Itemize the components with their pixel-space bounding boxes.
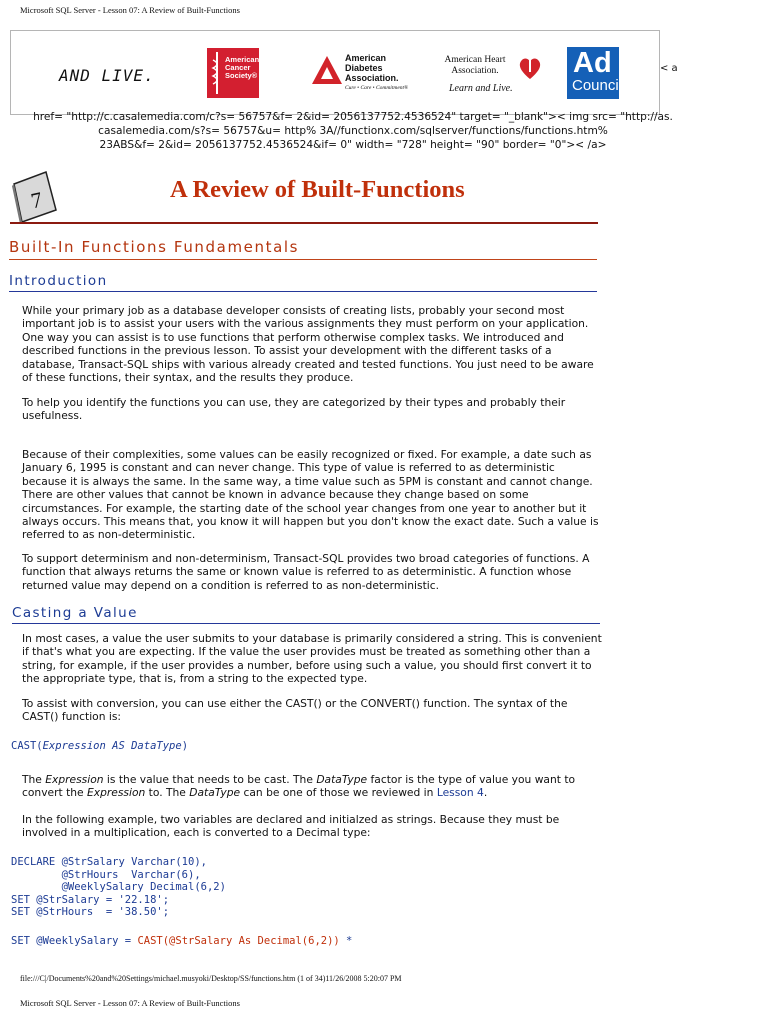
print-header-next-page: Microsoft SQL Server - Lesson 07: A Review of Built-Functions — [20, 998, 240, 1008]
code-cast-call: CAST(@StrSalary As Decimal(6,2)) — [137, 935, 340, 947]
aha-tagline: Learn and Live. — [449, 83, 513, 94]
cast-syntax-args: Expression AS DataType — [42, 740, 182, 752]
ad-council-council: Council — [572, 77, 623, 94]
aha-line-2: Association. — [451, 66, 499, 76]
caduceus-icon — [210, 50, 224, 96]
ada-tagline: Cure • Care • Commitment® — [345, 85, 409, 91]
code-part: * — [339, 935, 353, 947]
p3-expression: Expression — [87, 786, 146, 800]
ada-line-3: Association. — [345, 73, 399, 83]
ad-code-line: 23ABS&f= 2&id= 2056137752.4536524&if= 0" width= "728" height= "90" border= "0">< /a> — [99, 139, 607, 151]
american-heart-association-logo[interactable] — [435, 52, 547, 97]
p3-part: can be one of those we reviewed in — [240, 786, 437, 800]
code-line: SET @StrHours = '38.50'; — [11, 906, 170, 918]
p3-part: to. The — [145, 786, 190, 800]
casting-heading: Casting a Value — [12, 605, 138, 621]
intro-paragraph-4: To support determinism and non-determinism, Transact-SQL provides two broad categories of functions. A function that always returns the same or known value is referred to as deterministic. A function whose returned value may depend on a condition is referred to as non-deterministic. — [22, 552, 590, 592]
code-line: DECLARE @StrSalary Varchar(10), — [11, 856, 207, 868]
section-heading: Built-In Functions Fundamentals — [9, 238, 300, 256]
page-title: A Review of Built-Functions — [170, 176, 465, 203]
intro-paragraph-2: To help you identify the functions you can use, they are categorized by their types and probably their usefulness. — [22, 396, 566, 423]
print-footer: file:///C|/Documents%20and%20Settings/michael.musyoki/Desktop/SS/functions.htm (1 of 34)11/26/2008 5:20:07 PM — [20, 974, 402, 983]
introduction-heading: Introduction — [9, 273, 108, 289]
p3-part: . — [483, 786, 488, 800]
code-line: @WeeklySalary Decimal(6,2) — [11, 881, 226, 893]
heart-torch-icon — [517, 55, 543, 81]
casting-paragraph-1: In most cases, a value the user submits to your database is primarily considered a string. This is convenient if that's what you are expecting. If the value the user provides must be treated as something other than a string, for example, if the user provides a number, before using such a value, you should first convert it to the appropriate type, that is, from a string to the expected type. — [22, 632, 602, 686]
cast-syntax-close: ) — [181, 740, 189, 752]
p3-datatype: DataType — [316, 773, 368, 786]
title-divider — [10, 222, 598, 224]
american-diabetes-association-logo[interactable] — [311, 51, 411, 96]
aha-line-1: American Heart — [444, 55, 506, 65]
ad-council-ad: Ad — [573, 47, 612, 79]
lesson-number-icon — [10, 170, 58, 224]
acs-line-2: Cancer — [225, 63, 251, 72]
casting-paragraph-3 — [22, 773, 602, 800]
ad-code-line: href= "http://c.casalemedia.com/c?s= 56757&f= 2&id= 2056137752.4536524" target= "_blank">< img src= "http://as. — [33, 111, 673, 123]
acs-line-1: American — [225, 55, 260, 64]
ada-line-1: American — [345, 53, 387, 63]
casting-paragraph-4: In the following example, two variables are declared and initialzed as strings. Because they must be involved in a multiplication, each is converted to a Decimal type: — [22, 813, 560, 840]
p3-part: is the value that needs to be cast. The — [103, 773, 317, 786]
ad-and-live-text: AND LIVE. — [59, 66, 155, 85]
p3-part: The — [22, 773, 46, 786]
ad-leftover-tag: < a — [660, 63, 678, 74]
casting-paragraph-2: To assist with conversion, you can use either the CAST() or the CONVERT() function. The syntax of the CAST() function is: — [22, 697, 568, 724]
cast-syntax-fn: CAST( — [11, 740, 43, 752]
cast-syntax — [11, 740, 188, 753]
p3-expression: Expression — [45, 773, 104, 786]
acs-line-3: Society® — [225, 71, 258, 80]
ada-triangle-icon — [311, 55, 343, 85]
ad-code-line: casalemedia.com/s?s= 56757&u= http% 3A//functionx.com/sqlserver/functions/functions.htm% — [98, 125, 608, 137]
p3-datatype: DataType — [189, 786, 241, 800]
lesson-number: 7 — [28, 186, 45, 214]
code-line: SET @StrSalary = '22.18'; — [11, 893, 170, 906]
ad-banner[interactable] — [10, 30, 660, 115]
casting-divider — [12, 623, 600, 624]
ad-html-code — [8, 110, 698, 152]
code-line: @StrHours Varchar(6), — [11, 868, 201, 881]
lesson-4-link[interactable]: Lesson 4 — [436, 786, 484, 800]
section-divider — [9, 259, 597, 260]
ad-council-logo[interactable] — [567, 47, 623, 99]
intro-paragraph-1: While your primary job as a database developer consists of creating lists, probably your second most important job is to assist your users with the various assignments they must perform on your application. One way you can assist is to use functions that perform otherwise complex tasks. We introduced and described functions in the previous lesson. To assist your development with the different tasks of a database, Transact-SQL ships with various already created and tested functions. You just need to be aware of these functions, their syntax, and the results they produce. — [22, 304, 594, 385]
print-header: Microsoft SQL Server - Lesson 07: A Review of Built-Functions — [20, 5, 240, 15]
introduction-divider — [9, 291, 597, 292]
code-block — [11, 856, 226, 919]
intro-paragraph-3: Because of their complexities, some values can be easily recognized or fixed. For example, a date such as January 6, 1995 is constant and can never change. This type of value is referred to as deterministic because it is always the same. In the same way, a time value such as 5PM is constant and cannot change. There are other values that cannot be known in advance because they change based on some circumstances. For example, the starting date of the school year changes from one year to another but it always occurs. This means that, you know it will happen but you don't know the exact date. Such a value is referred to as non-deterministic. — [22, 448, 599, 542]
ada-line-2: Diabetes — [345, 63, 383, 73]
p3-part: factor is the type of value you want to convert the — [22, 773, 576, 800]
code-part: SET @WeeklySalary = — [11, 935, 138, 947]
code-last-line — [11, 935, 352, 948]
american-cancer-society-logo[interactable] — [207, 48, 259, 98]
